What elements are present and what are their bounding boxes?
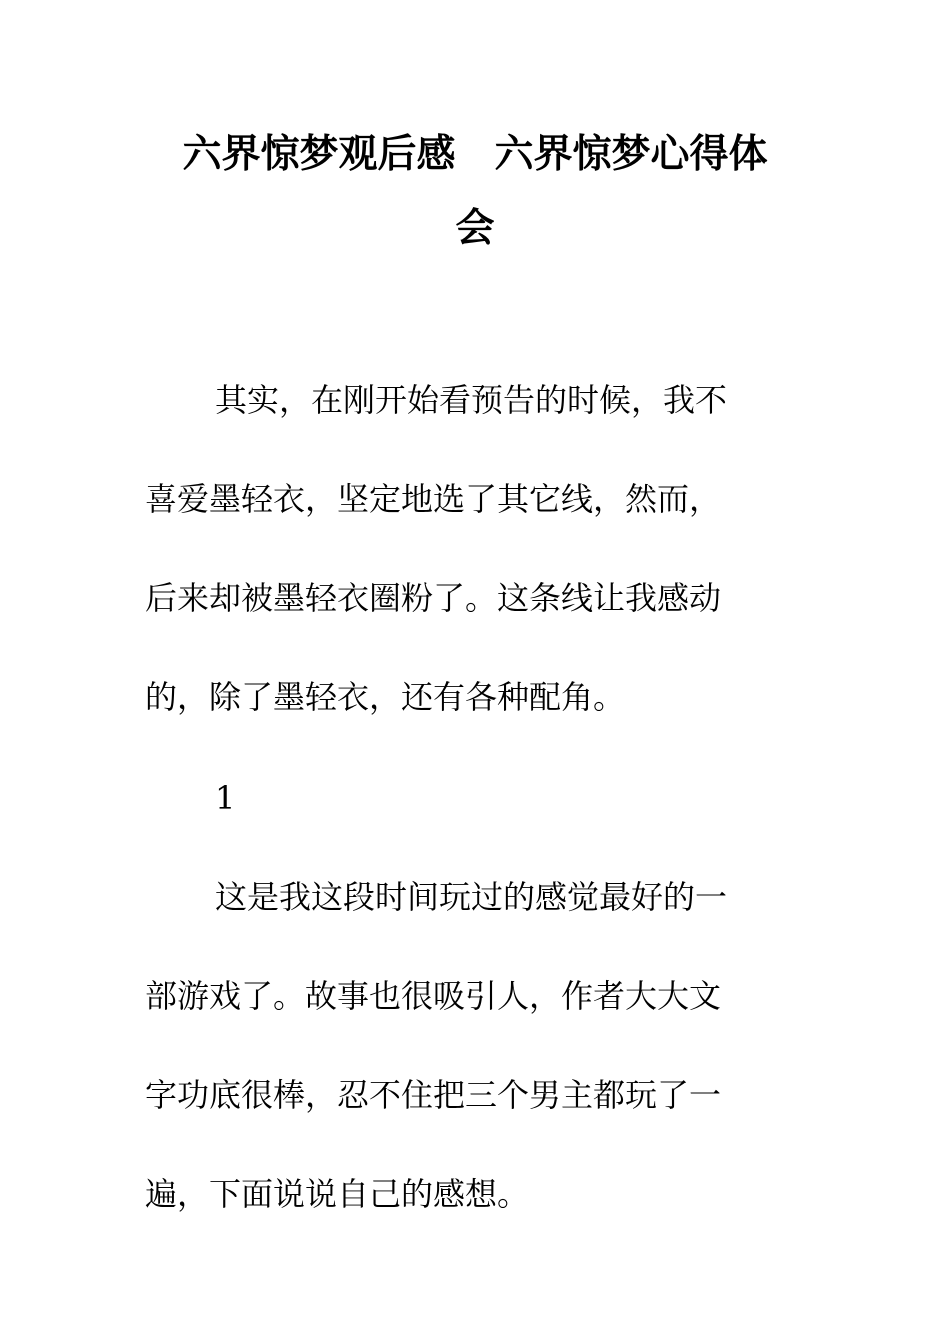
- paragraph-2: [145, 848, 785, 1244]
- paragraph-1-line: 的，除了墨轻衣，还有各种配角。: [145, 678, 626, 716]
- paragraph-1: [145, 351, 785, 747]
- section-number: [145, 749, 785, 848]
- title-line-2: 会: [455, 206, 495, 251]
- paragraph-2-line: 字功底很棒，忍不住把三个男主都玩了一: [145, 1076, 722, 1114]
- paragraph-1-line: 后来却被墨轻衣圈粉了。这条线让我感动: [145, 579, 722, 617]
- document-title: [145, 118, 805, 266]
- paragraph-2-line: 部游戏了。故事也很吸引人，作者大大文: [145, 977, 722, 1015]
- paragraph-2-line: 遍，下面说说自己的感想。: [145, 1175, 530, 1213]
- paragraph-1-line: 喜爱墨轻衣，坚定地选了其它线，然而，: [145, 480, 722, 518]
- paragraph-1-line: 其实，在刚开始看预告的时候，我不: [215, 381, 728, 419]
- paragraph-2-line: 这是我这段时间玩过的感觉最好的一: [215, 878, 728, 916]
- section-number-text: 1: [215, 779, 236, 817]
- title-line-1: 六界惊梦观后感 六界惊梦心得体: [182, 132, 768, 177]
